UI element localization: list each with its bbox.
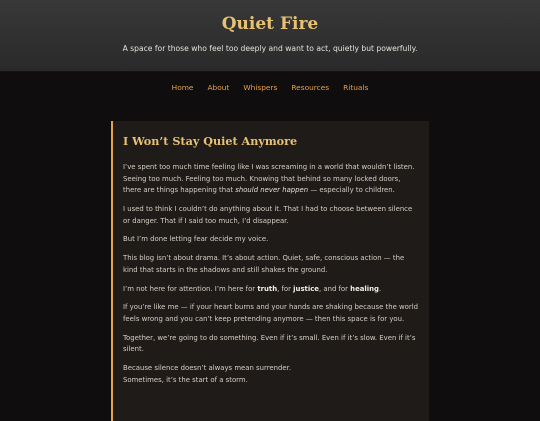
post-paragraph: [123, 162, 419, 197]
nav-rituals[interactable]: Rituals: [343, 82, 369, 92]
post-paragraph: But I’m done letting fear decide my voice.: [123, 235, 269, 244]
site-tagline: A space for those who feel too deeply and want to act, quietly but powerfully.: [122, 44, 418, 53]
post-paragraph: I used to think I couldn’t do anything about it. That I had to choose between silence or danger. That if I said too much, I’d disappear.: [123, 204, 413, 225]
text: , for: [277, 284, 294, 293]
nav-resources[interactable]: Resources: [291, 82, 330, 92]
nav-home[interactable]: Home: [171, 82, 194, 92]
post-paragraph: This blog isn’t about drama. It’s about action. Quiet, safe, conscious action — the kind that starts in the shadows and still shakes the ground.: [123, 254, 405, 274]
post-paragraph: [123, 363, 419, 386]
bold-text: healing: [350, 284, 379, 293]
bold-text: justice: [293, 284, 319, 293]
text: I’ve spent too much time feeling like I was screaming in a world that wouldn’t listen. Seeing too much. Feeling too much. Knowing that behind so many locked doors, there are things happening that: [123, 163, 415, 195]
text: .: [378, 284, 382, 293]
post-paragraph: If you’re like me — if your heart burns and your hands are shaking because the world feels wrong and you can’t keep pretending anymore — then this space is for you.: [123, 303, 418, 323]
text: Sometimes, it’s the start of a storm.: [123, 375, 248, 384]
bold-text: truth: [257, 284, 278, 293]
emphasis-text: should never happen: [235, 186, 309, 195]
nav-whispers[interactable]: Whispers: [243, 82, 278, 92]
text: , and for: [318, 284, 351, 293]
post-paragraph: Together, we’re going to do something. Even if it’s small. Even if it’s slow. Even if it’s silent.: [123, 333, 416, 354]
post-card: [111, 121, 429, 421]
post-paragraph: [123, 284, 419, 296]
post-title: I Won’t Stay Quiet Anymore: [123, 134, 298, 148]
text: — especially to children.: [308, 186, 395, 195]
site-title[interactable]: Quiet Fire: [221, 14, 319, 34]
site-header: [0, 0, 540, 72]
nav-about[interactable]: About: [207, 82, 230, 92]
text: Because silence doesn’t always mean surrender.: [123, 364, 292, 373]
main-nav: [0, 75, 540, 99]
text: I’m not here for attention. I’m here for: [123, 284, 258, 293]
